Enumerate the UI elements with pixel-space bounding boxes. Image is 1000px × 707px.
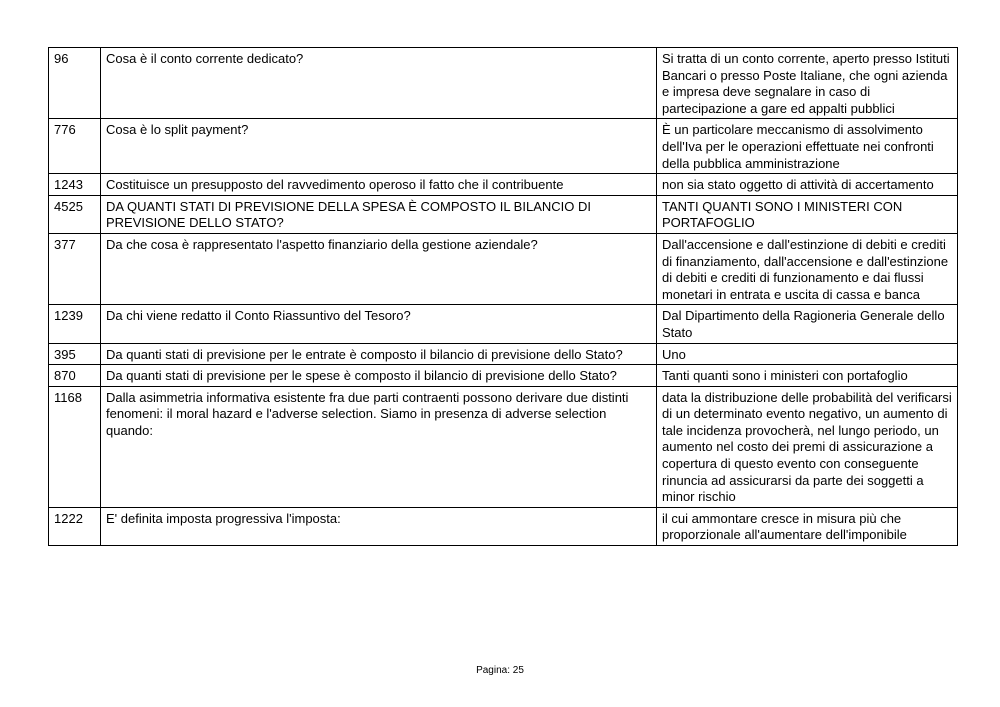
question-text: Da che cosa è rappresentato l'aspetto finanziario della gestione aziendale? [101,233,657,304]
answer-text: TANTI QUANTI SONO I MINISTERI CON PORTAFOGLIO [657,195,958,233]
question-text: Costituisce un presupposto del ravvedimento operoso il fatto che il contribuente [101,174,657,196]
question-text: Cosa è il conto corrente dedicato? [101,48,657,119]
question-id: 1239 [49,305,101,343]
table-row [49,507,958,545]
question-text: Da chi viene redatto il Conto Riassuntivo del Tesoro? [101,305,657,343]
answer-text: Uno [657,343,958,365]
question-text: E' definita imposta progressiva l'imposta: [101,507,657,545]
question-id: 1168 [49,386,101,507]
table-row [49,195,958,233]
question-id: 96 [49,48,101,119]
question-text: DA QUANTI STATI DI PREVISIONE DELLA SPESA È COMPOSTO IL BILANCIO DI PREVISIONE DELLO STATO? [101,195,657,233]
table-row [49,174,958,196]
answer-text: non sia stato oggetto di attività di accertamento [657,174,958,196]
question-id: 4525 [49,195,101,233]
answer-text: Dal Dipartimento della Ragioneria Generale dello Stato [657,305,958,343]
answer-text: data la distribuzione delle probabilità del verificarsi di un determinato evento negativo, un aumento di tale incidenza provocherà, nel lungo periodo, un aumento nel costo dei premi di assicurazione a copertura di questo evento con conseguente rinuncia ad assicurarsi da parte dei soggetti a minor rischio [657,386,958,507]
answer-text: Dall'accensione e dall'estinzione di debiti e crediti di finanziamento, dall'accensione e dall'estinzione di debiti e crediti di funzionamento e dai flussi monetari in entrata e uscita di cassa e banca [657,233,958,304]
question-text: Dalla asimmetria informativa esistente fra due parti contraenti possono derivare due distinti fenomeni: il moral hazard e l'adverse selection. Siamo in presenza di adverse selection quando: [101,386,657,507]
answer-text: il cui ammontare cresce in misura più che proporzionale all'aumentare dell'imponibile [657,507,958,545]
table-row [49,233,958,304]
answer-text: È un particolare meccanismo di assolvimento dell'Iva per le operazioni effettuate nei confronti della pubblica amministrazione [657,119,958,174]
table-row [49,119,958,174]
table-row [49,305,958,343]
question-text: Da quanti stati di previsione per le spese è composto il bilancio di previsione dello Stato? [101,365,657,387]
question-id: 1222 [49,507,101,545]
question-text: Da quanti stati di previsione per le entrate è composto il bilancio di previsione dello Stato? [101,343,657,365]
page-number: Pagina: 25 [476,665,524,676]
table-row [49,48,958,119]
table-row [49,365,958,387]
question-id: 395 [49,343,101,365]
question-id: 776 [49,119,101,174]
answer-text: Tanti quanti sono i ministeri con portafoglio [657,365,958,387]
question-text: Cosa è lo split payment? [101,119,657,174]
question-id: 1243 [49,174,101,196]
table-row [49,386,958,507]
table-row [49,343,958,365]
question-id: 377 [49,233,101,304]
question-id: 870 [49,365,101,387]
answer-text: Si tratta di un conto corrente, aperto presso Istituti Bancari o presso Poste Italiane, che ogni azienda e impresa deve segnalare in caso di partecipazione a gare ed appalti pubblici [657,48,958,119]
qa-table [48,47,958,546]
